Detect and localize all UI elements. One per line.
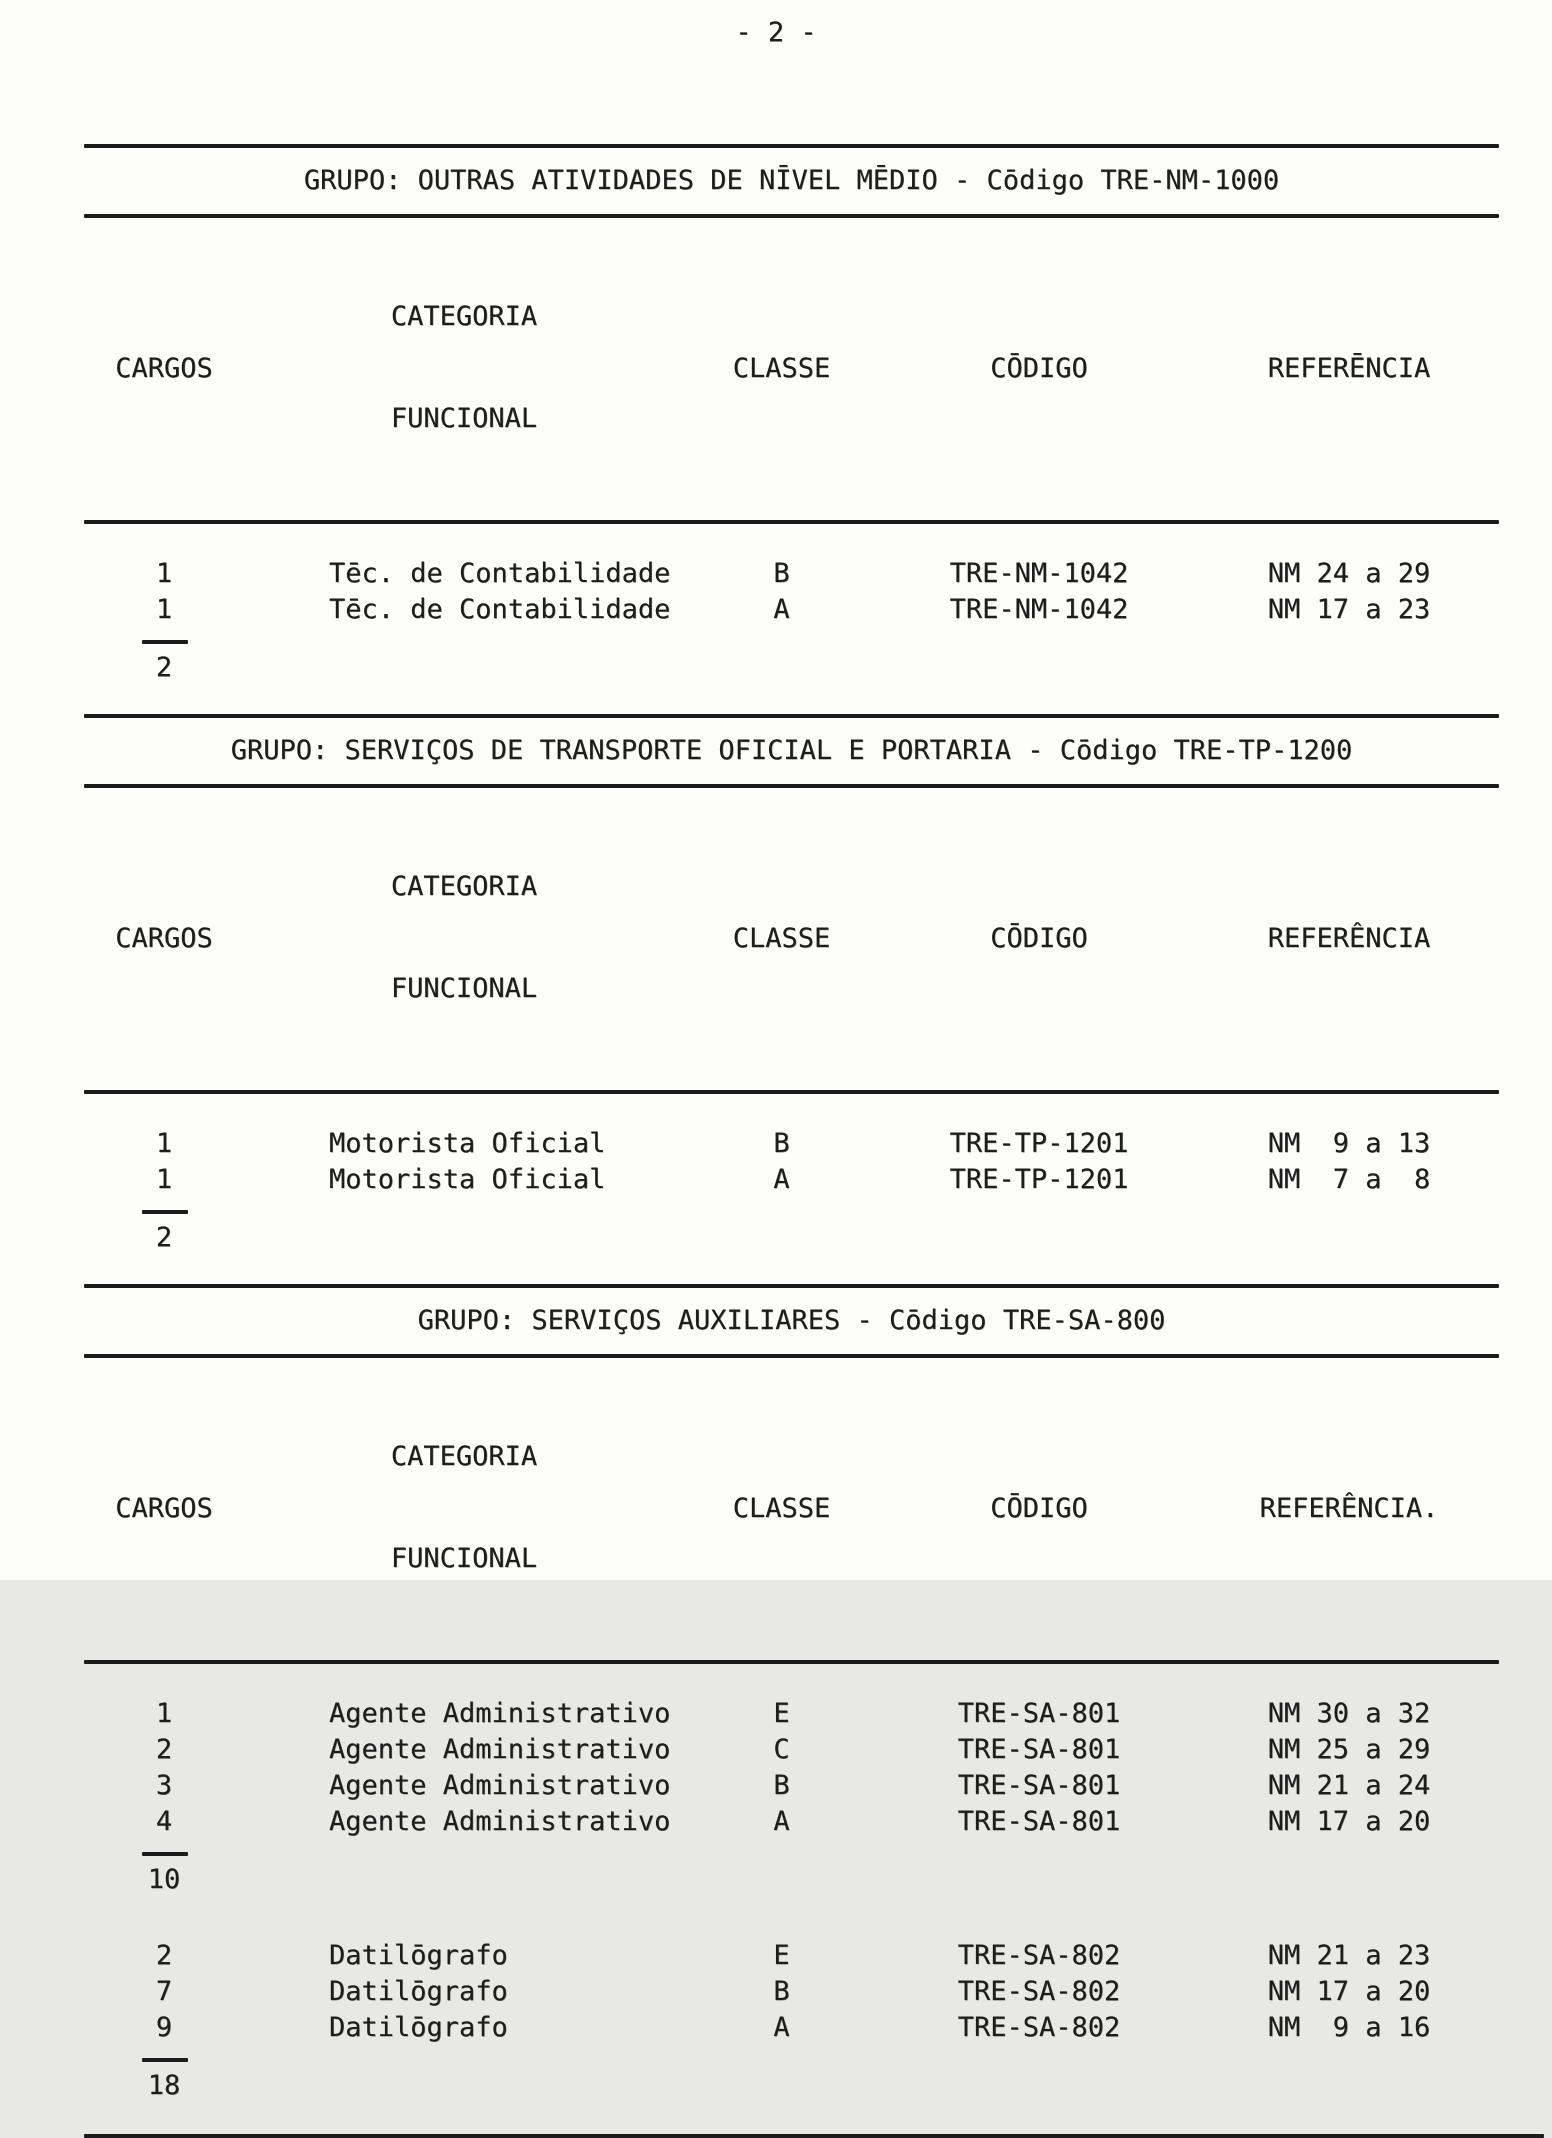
table3-top-rule [84, 1284, 1499, 1288]
cell-categoria: Motorista Oficial [329, 1164, 606, 1195]
table3-header-row [84, 1358, 1499, 1660]
page-number: - 2 - [735, 17, 817, 48]
cell-referencia: NM 9 a 16 [1267, 2012, 1431, 2043]
table-row [84, 1696, 1499, 1732]
cell-categoria: Tēc. de Contabilidade [329, 558, 671, 589]
cell-cargos: 9 [155, 2012, 173, 2043]
table2-header-cargos: CARGOS [115, 922, 213, 954]
cell-referencia: NM 25 a 29 [1267, 1734, 1431, 1765]
cell-codigo: TRE-SA-801 [957, 1698, 1121, 1729]
cell-codigo: TRE-NM-1042 [949, 558, 1129, 589]
table2-header-referencia: REFERÊNCIA [1267, 922, 1431, 954]
table1-header-categoria-line1: CATEGORIA [390, 301, 538, 332]
cell-classe: B [773, 1770, 790, 1801]
table1-header-cargos: CARGOS [115, 352, 213, 384]
table-row [84, 2010, 1499, 2046]
table-row [84, 1732, 1499, 1768]
table-row [84, 1768, 1499, 1804]
cell-cargos: 1 [155, 1128, 173, 1159]
table-row [84, 556, 1499, 592]
table2-group-title: GRUPO: SERVIÇOS DE TRANSPORTE OFICIAL E PORTARIA - Cōdigo TRE-TP-1200 [230, 735, 1353, 766]
cell-codigo: TRE-SA-801 [957, 1770, 1121, 1801]
cell-categoria: Datilōgrafo [329, 2012, 508, 2043]
table2-header-categoria [244, 802, 684, 1074]
cell-codigo: TRE-SA-802 [957, 2012, 1121, 2043]
document-body [84, 144, 1499, 2138]
cargos-total: 2 [155, 652, 173, 683]
cell-referencia: NM 7 a 8 [1267, 1164, 1431, 1195]
table2-header-row [84, 788, 1499, 1090]
cell-cargos: 1 [155, 558, 173, 589]
cell-classe: A [773, 2012, 790, 2043]
cell-categoria: Datilōgrafo [329, 1976, 508, 2007]
total-rule [142, 1852, 188, 1856]
table3-header-referencia: REFERÊNCIA. [1259, 1492, 1439, 1524]
table3-header-classe: CLASSE [732, 1492, 831, 1524]
total-rule [142, 1210, 188, 1214]
cell-codigo: TRE-NM-1042 [949, 594, 1129, 625]
cell-categoria: Agente Administrativo [329, 1806, 671, 1837]
total-rule [142, 640, 188, 644]
cell-referencia: NM 21 a 23 [1267, 1940, 1431, 1971]
cell-referencia: NM 21 a 24 [1267, 1770, 1431, 1801]
cell-classe: A [773, 1806, 790, 1837]
table2-header-codigo: CŌDIGO [990, 922, 1088, 954]
cell-cargos: 7 [155, 1976, 173, 2007]
table-row [84, 1804, 1499, 1840]
table1-header-codigo: CŌDIGO [990, 352, 1088, 384]
cell-referencia: NM 24 a 29 [1267, 558, 1431, 589]
cell-cargos: 2 [155, 1940, 173, 1971]
table2-header-classe: CLASSE [732, 922, 831, 954]
table1-header-classe: CLASSE [732, 352, 831, 384]
table2-header-categoria-line2: FUNCIONAL [390, 973, 538, 1004]
table1-header-referencia: REFERĒNCIA [1267, 352, 1431, 384]
table1-header-row [84, 218, 1499, 520]
cell-classe: A [773, 594, 790, 625]
table-row [84, 1126, 1499, 1162]
table2-top-rule [84, 714, 1499, 718]
table1-top-rule [84, 144, 1499, 148]
cargos-total: 2 [155, 1222, 173, 1253]
cell-codigo: TRE-TP-1201 [949, 1164, 1129, 1195]
table3-header-codigo: CŌDIGO [990, 1492, 1088, 1524]
table3-group2 [84, 1898, 1499, 2104]
cell-referencia: NM 17 a 20 [1267, 1976, 1431, 2007]
cargos-subtotal: 10 [147, 1864, 181, 1895]
table3-header-categoria [244, 1372, 684, 1644]
cell-cargos: 1 [155, 1164, 173, 1195]
table3-header-categoria-line1: CATEGORIA [390, 1441, 538, 1472]
table-row [84, 592, 1499, 628]
page-bottom-rule [84, 2134, 1544, 2138]
table1-header-categoria [244, 232, 684, 504]
cell-classe: A [773, 1164, 790, 1195]
cell-codigo: TRE-SA-802 [957, 1940, 1121, 1971]
cell-codigo: TRE-SA-802 [957, 1976, 1121, 2007]
cell-classe: B [773, 558, 790, 589]
cell-categoria: Agente Administrativo [329, 1698, 671, 1729]
table3-group-title: GRUPO: SERVIÇOS AUXILIARES - Cōdigo TRE-SA-800 [417, 1305, 1166, 1336]
cell-cargos: 3 [155, 1770, 173, 1801]
table-row [84, 1974, 1499, 2010]
cell-classe: C [773, 1734, 790, 1765]
cell-codigo: TRE-TP-1201 [949, 1128, 1129, 1159]
cell-classe: E [773, 1698, 790, 1729]
cell-cargos: 1 [155, 1698, 173, 1729]
cell-categoria: Agente Administrativo [329, 1734, 671, 1765]
cell-cargos: 2 [155, 1734, 173, 1765]
table2-header-categoria-line1: CATEGORIA [390, 871, 538, 902]
table1-group1 [84, 524, 1499, 686]
table1-header-categoria-line2: FUNCIONAL [390, 403, 538, 434]
cell-categoria: Tēc. de Contabilidade [329, 594, 671, 625]
cell-referencia: NM 9 a 13 [1267, 1128, 1431, 1159]
cell-referencia: NM 30 a 32 [1267, 1698, 1431, 1729]
cell-categoria: Motorista Oficial [329, 1128, 606, 1159]
cell-referencia: NM 17 a 20 [1267, 1806, 1431, 1837]
cell-cargos: 4 [155, 1806, 173, 1837]
table-row [84, 1162, 1499, 1198]
cell-codigo: TRE-SA-801 [957, 1734, 1121, 1765]
cell-classe: B [773, 1128, 790, 1159]
cell-cargos: 1 [155, 594, 173, 625]
cargos-total: 18 [147, 2070, 181, 2101]
table3-spacer [84, 2104, 1499, 2134]
cell-categoria: Datilōgrafo [329, 1940, 508, 1971]
table2-group1 [84, 1094, 1499, 1256]
table1-spacer [84, 686, 1499, 714]
cell-referencia: NM 17 a 23 [1267, 594, 1431, 625]
table-row [84, 1938, 1499, 1974]
cell-codigo: TRE-SA-801 [957, 1806, 1121, 1837]
cell-categoria: Agente Administrativo [329, 1770, 671, 1801]
total-rule [142, 2058, 188, 2062]
cell-classe: B [773, 1976, 790, 2007]
cell-classe: E [773, 1940, 790, 1971]
table3-group1 [84, 1664, 1499, 1898]
table1-group-title: GRUPO: OUTRAS ATIVIDADES DE NĪVEL MĒDIO - Cōdigo TRE-NM-1000 [303, 165, 1280, 196]
table2-spacer [84, 1256, 1499, 1284]
table3-header-categoria-line2: FUNCIONAL [390, 1543, 538, 1574]
table3-header-cargos: CARGOS [115, 1492, 213, 1524]
